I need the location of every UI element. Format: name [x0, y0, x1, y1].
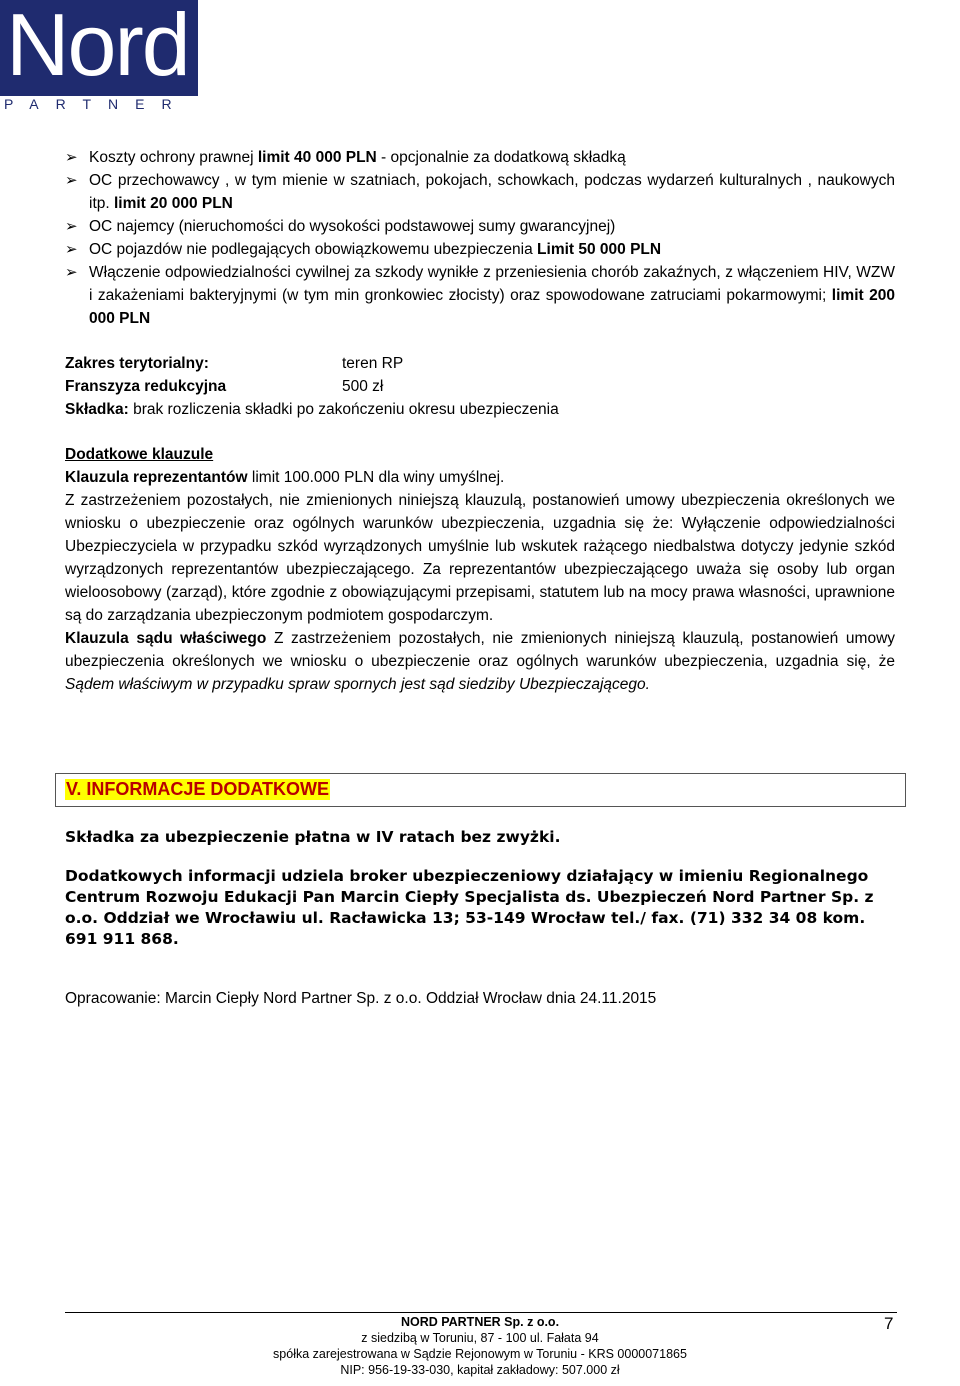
deductible-value: 500 zł	[342, 378, 384, 395]
coverage-list	[65, 146, 895, 330]
deductible-label: Franszyza redukcyjna	[65, 378, 227, 395]
footer-divider	[65, 1312, 897, 1313]
page-footer	[160, 1314, 800, 1378]
premium-label: Składka:	[65, 401, 129, 418]
representatives-clause-title: Klauzula reprezentantów limit 100.000 PLN dla winy umyślnej.	[65, 469, 505, 486]
list-item: ➢ OC pojazdów nie podlegających obowiązkowemu ubezpieczenia Limit 50 000 PLN	[65, 238, 895, 261]
premium-row	[65, 398, 895, 421]
list-item: ➢ OC najemcy (nieruchomości do wysokości podstawowej sumy gwarancyjnej)	[65, 215, 895, 238]
logo-wordmark: Nord	[6, 0, 189, 94]
arrow-bullet-icon: ➢	[65, 241, 78, 258]
document-body	[65, 146, 895, 696]
premium-text: brak rozliczenia składki po zakończeniu okresu ubezpieczenia	[128, 401, 559, 418]
logo-subtitle: PARTNER	[4, 96, 189, 112]
deductible-row	[65, 375, 895, 398]
territory-row	[65, 352, 895, 375]
installments-note: Składka za ubezpieczenie płatna w IV ratach bez zwyżki.	[65, 828, 561, 846]
footer-court: spółka zarejestrowana w Sądzie Rejonowym w Toruniu - KRS 0000071865	[273, 1347, 687, 1361]
arrow-bullet-icon: ➢	[65, 149, 78, 166]
prepared-by: Opracowanie: Marcin Ciepły Nord Partner Sp. z o.o. Oddział Wrocław dnia 24.11.2015	[65, 990, 657, 1007]
broker-info: Dodatkowych informacji udziela broker ubezpieczeniowy działający w imieniu Regionalnego Centrum Rozwoju Edukacji Pan Marcin Ciepły Specjalista ds. Ubezpieczeń Nord Partner Sp. z o.o. Oddział we Wrocławiu ul. Racławicka 13; 53-149 Wrocław tel./ fax. (71) 332 34 08 kom. 691 911 868.	[65, 867, 874, 948]
terms-block	[65, 352, 895, 421]
footer-nip: NIP: 956-19-33-030, kapitał zakładowy: 507.000 zł	[340, 1363, 620, 1377]
list-item: ➢ OC przechowawcy , w tym mienie w szatniach, pokojach, schowkach, podczas wydarzeń kulturalnych , naukowych itp. limit 20 000 PLN	[65, 169, 895, 215]
clauses-heading: Dodatkowe klauzule	[65, 446, 214, 463]
list-item: ➢ Koszty ochrony prawnej limit 40 000 PLN - opcjonalnie za dodatkową składką	[65, 146, 895, 169]
arrow-bullet-icon: ➢	[65, 264, 78, 281]
arrow-bullet-icon: ➢	[65, 218, 78, 235]
territory-label: Zakres terytorialny:	[65, 355, 209, 372]
footer-seat: z siedzibą w Toruniu, 87 - 100 ul. Fałata 94	[361, 1331, 599, 1345]
company-logo	[0, 0, 200, 116]
page-number: 7	[884, 1314, 894, 1333]
section-title: V. INFORMACJE DODATKOWE	[66, 779, 330, 799]
section-header-bar	[55, 773, 906, 807]
court-clause: Klauzula sądu właściwego Z zastrzeżeniem pozostałych, nie zmienionych niniejszą klauzulą, postanowień umowy ubezpieczenia określonych we wniosku o ubezpieczenie oraz ogólnych warunków ubezpieczenia, uzgadnia się, że Sądem właściwym w przypadku spraw spornych jest sąd siedziby Ubezpieczającego.	[65, 630, 896, 693]
territory-value: teren RP	[342, 355, 404, 372]
representatives-clause-body: Z zastrzeżeniem pozostałych, nie zmienionych niniejszą klauzulą, postanowień umowy ubezpieczenia określonych we wniosku o ubezpieczenie oraz ogólnych warunków ubezpieczenia, uzgadnia się że: Wyłączenie odpowiedzialności Ubezpieczyciela w przypadku szkód wyrządzonych umyślnie lub wskutek rażącego niedbalstwa dotyczy jedynie szkód wyrządzonych reprezentantów ubezpieczającego. Za reprezentantów ubezpieczającego uważa się osoby lub organ wieloosobowy (zarząd), które zgodnie z obowiązującymi przepisami, statutem lub na mocy prawa własności, uprawnione są do zarządzania ubezpieczonym podmiotem gospodarczym.	[65, 492, 895, 624]
logo-box	[0, 0, 198, 96]
footer-company: NORD PARTNER Sp. z o.o.	[400, 1315, 560, 1329]
list-item: ➢ Włączenie odpowiedzialności cywilnej za szkody wynikłe z przeniesienia chorób zakaźnych, z włączeniem HIV, WZW i zakażeniami bakteryjnymi (w tym min gronkowiec złocisty) oraz spowodowane zatruciami pokarmowymi; limit 200 000 PLN	[65, 261, 895, 330]
arrow-bullet-icon: ➢	[65, 172, 78, 189]
